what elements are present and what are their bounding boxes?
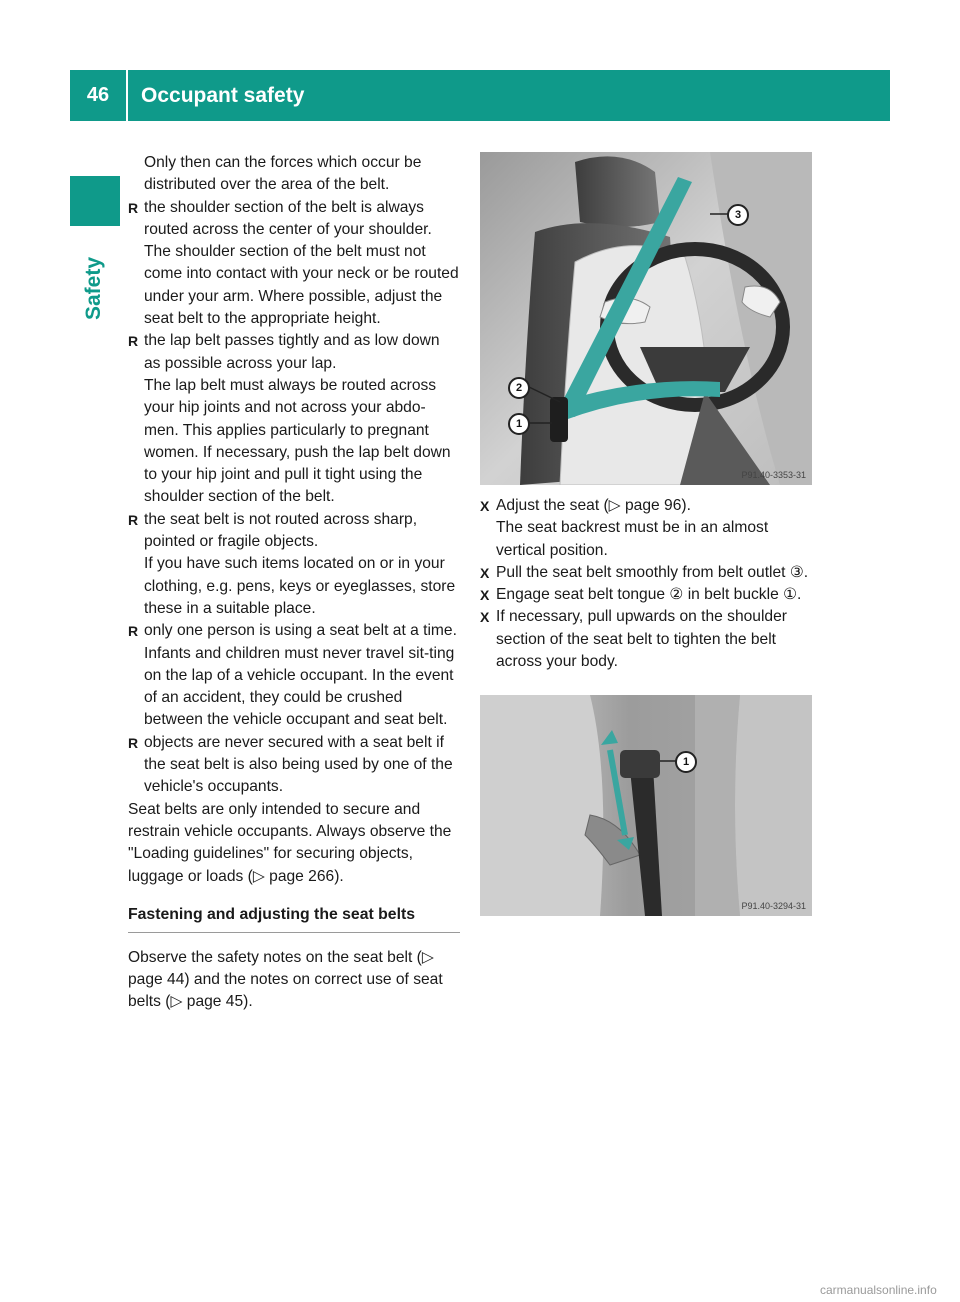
belt-height-figure	[480, 695, 812, 916]
seat-belt-figure	[480, 152, 812, 485]
bullet-item	[128, 509, 460, 620]
callout-2-icon: 2	[508, 377, 530, 399]
section-title: Occupant safety	[141, 83, 305, 107]
callout-1-icon: 1	[675, 751, 697, 773]
step-text: Engage seat belt tongue ② in belt buckle ①.	[496, 586, 802, 604]
bullet-detail: If you have such items located on or in your clothing, e.g. pens, keys or eyeglasses, store these in a suitable place.	[144, 555, 456, 617]
side-tab-label: Safety	[82, 256, 105, 320]
bullet-main: the shoulder section of the belt is always routed across the center of your shoulder.	[144, 198, 432, 238]
figure-code: P91.40-3353-31	[741, 470, 806, 480]
right-column	[480, 152, 812, 916]
belt-height-illustration	[480, 695, 812, 916]
subheading: Fastening and adjusting the seat belts	[128, 904, 460, 933]
step-text: Pull the seat belt smoothly from belt outlet ③.	[496, 563, 809, 581]
step-arrow-icon: X	[480, 587, 490, 604]
bullet-item	[128, 732, 460, 799]
step-arrow-icon: X	[480, 564, 490, 581]
step-item	[480, 606, 812, 673]
callout-1-icon: 1	[508, 413, 530, 435]
step-text: Adjust the seat (▷ page 96).	[496, 497, 691, 514]
header-divider	[126, 70, 128, 121]
bullet-icon: R	[128, 199, 139, 216]
bullet-main: objects are never secured with a seat belt if the seat belt is also being used by one of the vehicle's occupants.	[144, 733, 453, 796]
seat-belt-illustration	[480, 152, 812, 485]
intro-text: Only then can the forces which occur be distributed over the area of the belt.	[144, 154, 422, 194]
bullet-detail: The shoulder section of the belt must not come into contact with your neck or be routed under your arm. Where possible, adjust the seat belt to the appropriate height.	[144, 243, 459, 328]
step-note: The seat backrest must be in an almost vertical position.	[496, 519, 769, 559]
subheading-paragraph: Observe the safety notes on the seat belt (▷ page 44) and the notes on correct use of seat belts (▷ page 45).	[128, 948, 443, 1011]
bullet-detail: The lap belt must always be routed across your hip joints and not across your abdo-men. This applies particularly to pregnant women. If necessary, push the lap belt down to your hip joint and pull it tight using the shoulder section of the belt.	[144, 376, 451, 506]
bullet-main: only one person is using a seat belt at a time.	[144, 622, 457, 640]
bullet-item	[128, 330, 460, 508]
bullet-icon: R	[128, 333, 139, 350]
step-item	[480, 562, 812, 584]
bullet-detail: Infants and children must never travel sit-ting on the lap of a vehicle occupant. In the event of an accident, they could be crushed between the vehicle occupant and seat belt.	[144, 644, 455, 729]
figure-code: P91.40-3294-31	[741, 901, 806, 912]
step-arrow-icon: X	[480, 498, 490, 514]
callout-3-icon: 3	[727, 204, 749, 226]
bullet-main: the lap belt passes tightly and as low down as possible across your lap.	[144, 332, 440, 372]
step-arrow-icon: X	[480, 609, 490, 626]
step-text: If necessary, pull upwards on the shoulder section of the seat belt to tighten the belt across your body.	[496, 608, 787, 671]
side-tab-marker	[70, 176, 120, 226]
bullet-main: the seat belt is not routed across sharp, pointed or fragile objects.	[144, 510, 418, 551]
bullet-icon: R	[128, 623, 139, 640]
left-column	[128, 152, 460, 1014]
step-item	[480, 584, 812, 606]
closing-paragraph: Seat belts are only intended to secure and restrain vehicle occupants. Always observe the "Loading guidelines" for securing objects, luggage or loads (▷ page 266).	[128, 800, 452, 885]
step-item	[480, 495, 812, 562]
bullet-item	[128, 197, 460, 331]
page-number: 46	[86, 84, 110, 106]
bullet-icon: R	[128, 511, 139, 528]
bullet-icon: R	[128, 734, 139, 751]
footer-site[interactable]: carmanualsonline.info	[820, 1283, 937, 1297]
bullet-item	[128, 620, 460, 731]
